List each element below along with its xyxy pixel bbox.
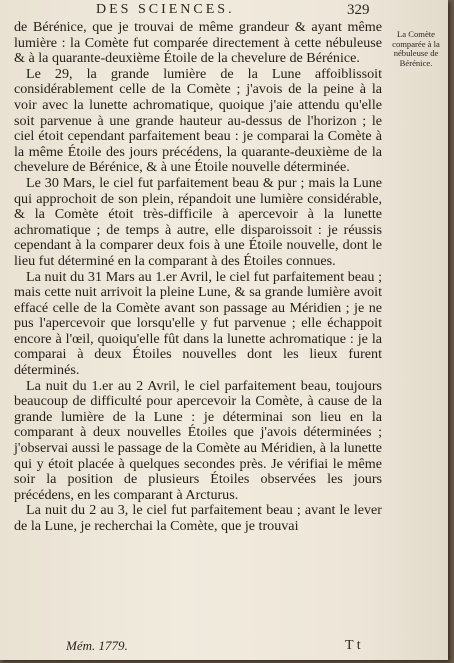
body-text (14, 20, 382, 535)
paragraph: La nuit du 1.er au 2 Avril, le ciel parfaitement beau, toujours beaucoup de difficulté pour apercevoir la Comète, à cause de la grande lumière de la Lune : je déterminai son lieu en la comparant à deux nouvelles Étoiles que j'avois déterminées ; j'observai aussi le passage de la Comète au Méridien, à la lunette qui y étoit placée à quelques secondes près. Je vérifiai le même soir la position de plusieurs Étoiles observées les jours précédens, en les comparant à Arcturus. (14, 377, 382, 503)
signature-mark: T t (345, 638, 361, 653)
paragraph: Le 29, la grande lumière de la Lune affoiblissoit considérablement celle de la Comète ; j'avois de la peine à la voir avec la lunette achromatique, quoique j'aie attendu qu'elle soit parvenue à une grande hauteur au-dessus de l'horizon ; le ciel étoit cependant parfaitement beau : je comparai la Comète à la même Étoile des jours précédens, la quarante-deuxième de la chevelure de Bérénice, & à une Étoile nouvelle déterminée. (14, 65, 382, 176)
margin-note: La Comète comparée à la nébuleuse de Bérénice. (392, 29, 440, 68)
signature: Mém. 1779. (66, 638, 128, 653)
paragraph: La nuit du 31 Mars au 1.er Avril, le ciel fut parfaitement beau ; mais cette nuit arrivoit la pleine Lune, & sa grande lumière avoit effacé celle de la Comète avant son passage au Méridien ; je ne pus l'apercevoir que lorsqu'elle y fut parvenue ; elle échappoit encore à l'œil, quoiqu'elle fût dans la lunette achromatique : je la comparai à deux Étoiles nouvelles dont les lieux furent déterminés. (14, 268, 382, 379)
paragraph: La nuit du 2 au 3, le ciel fut parfaitement beau ; avant le lever de la Lune, je recherchai la Comète, que je trouvai (14, 502, 382, 534)
running-head: DES SCIENCES. (96, 2, 235, 17)
page-footer (0, 638, 400, 658)
paragraph: de Bérénice, que je trouvai de même grandeur & ayant même lumière : la Comète fut comparée directement à cette nébuleuse & à la quarante-deuxième Étoile de la chevelure de Bérénice. (14, 19, 382, 67)
page-number: 329 (347, 2, 370, 18)
paragraph: Le 30 Mars, le ciel fut parfaitement beau & pur ; mais la Lune qui approchoit de son plein, répandoit une lumière considérable, & la Comète étoit très-difficile à apercevoir à la lunette achromatique ; de temps à autre, elle disparoissoit : je réussis cependant à la comparer deux fois à une Étoile nouvelle, dont le lieu fut déterminé en la comparant à des Étoiles connues. (14, 174, 382, 269)
